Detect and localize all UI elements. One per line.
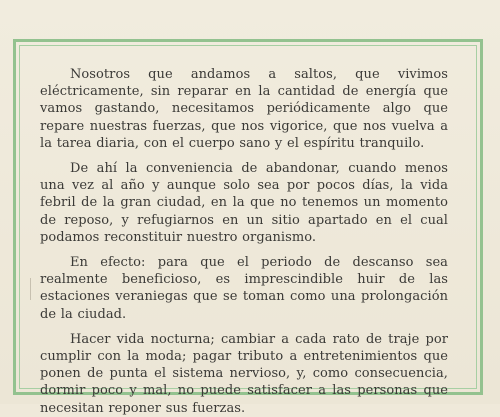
- text-block: [40, 66, 448, 417]
- margin-mark: [30, 278, 31, 300]
- paragraph-4: Hacer vida nocturna; cambiar a cada rato de traje por cumplir con la moda; pagar tributo a entretenimientos que ponen de punta el sistema nervioso, y, como consecuencia, dormir poco y mal, no puede satisfacer a las personas que necesitan reponer sus fuerzas.: [40, 331, 448, 416]
- paragraph-2: De ahí la conveniencia de abandonar, cuando menos una vez al año y aunque solo sea por pocos días, la vida febril de la gran ciudad, en la que no tenemos un momento de reposo, y refugiarnos en un sitio apartado en el cual podamos reconstituir nuestro organismo.: [40, 161, 448, 245]
- paragraph-1: Nosotros que andamos a saltos, que vivimos eléctricamente, sin reparar en la cantidad de energía que vamos gastando, necesitamos periódicamente algo que repare nuestras fuerzas, que nos vigorice, que nos vuelva a la tarea diaria, con el cuerpo sano y el espíritu tranquilo.: [40, 67, 448, 151]
- paragraph-3: En efecto: para que el periodo de descanso sea realmente beneficioso, es imprescindible huir de las estaciones veraniegas que se toman como una prolongación de la ciudad.: [40, 255, 448, 322]
